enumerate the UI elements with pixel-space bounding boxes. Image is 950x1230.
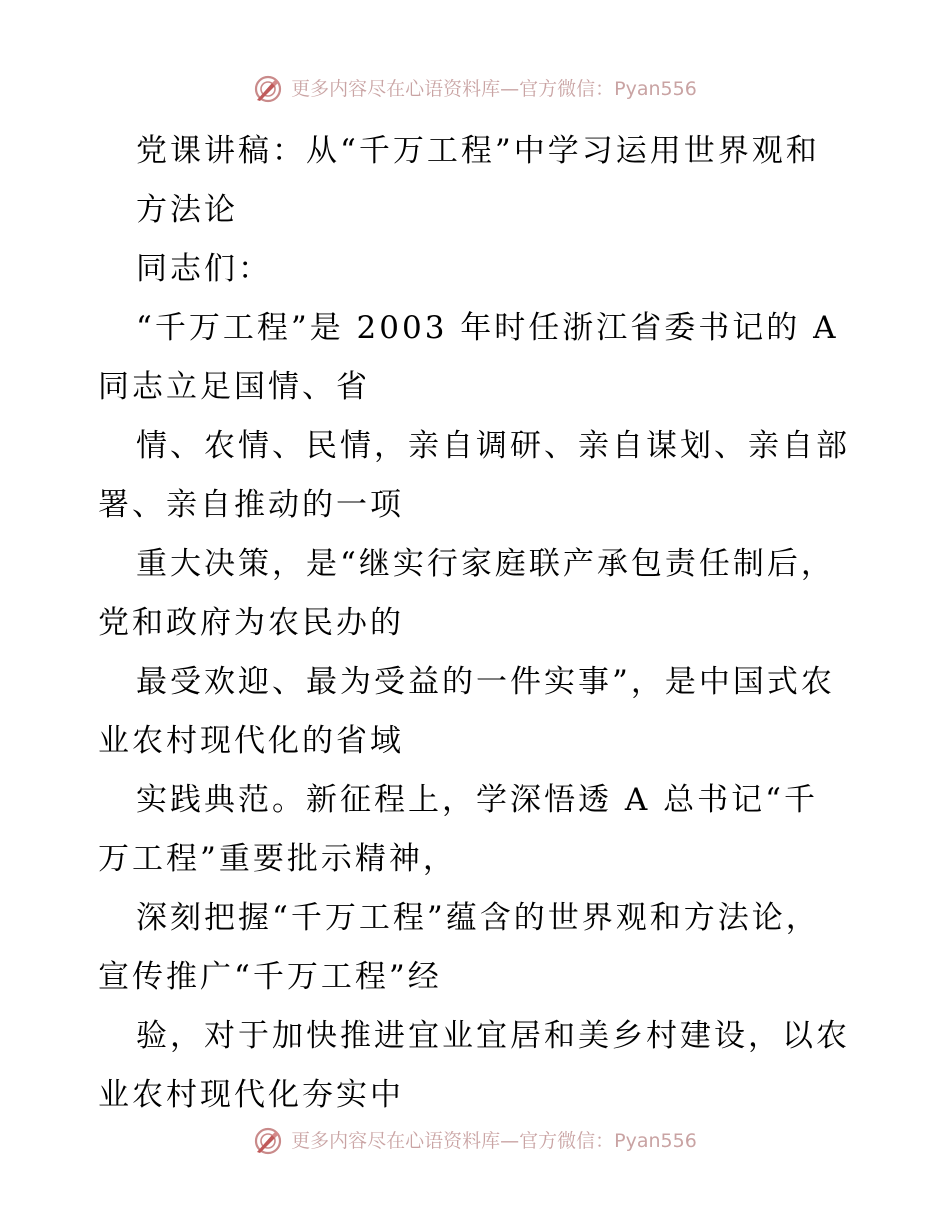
pen-logo-icon <box>253 74 283 104</box>
text-line: 党和政府为农民办的 <box>98 605 404 641</box>
text-line: 署、亲自推动的一项 <box>98 487 404 523</box>
text-line: 实践典范。新征程上，学深悟透 A 总书记“千 <box>136 782 818 818</box>
text-line: 宣传推广“千万工程”经 <box>98 959 442 995</box>
text-line: 最受欢迎、最为受益的一件实事”，是中国式农 <box>136 664 835 700</box>
document-body <box>98 122 858 1125</box>
text-line: 重大决策，是“继实行家庭联产承包责任制后， <box>136 546 835 582</box>
text-line: 万工程”重要批示精神， <box>98 841 457 877</box>
text-line: 同志们： <box>136 251 272 287</box>
text-line: 党课讲稿：从“千万工程”中学习运用世界观和 <box>136 133 820 169</box>
text-line: 业农村现代化夯实中 <box>98 1077 404 1113</box>
text-line: 业农村现代化的省域 <box>98 723 404 759</box>
header-watermark <box>0 74 950 104</box>
text-line: 同志立足国情、省 <box>98 369 370 405</box>
footer-watermark <box>0 1126 950 1156</box>
text-line: “千万工程”是 2003 年时任浙江省委书记的 A <box>136 310 839 346</box>
text-line: 验，对于加快推进宜业宜居和美乡村建设，以农 <box>136 1018 850 1054</box>
text-line: 深刻把握“千万工程”蕴含的世界观和方法论， <box>136 900 820 936</box>
text-line: 情、农情、民情，亲自调研、亲自谋划、亲自部 <box>136 428 850 464</box>
pen-logo-icon <box>253 1126 283 1156</box>
watermark-text: 更多内容尽在心语资料库—官方微信：Pyan556 <box>291 1130 697 1152</box>
text-line: 方法论 <box>136 192 238 228</box>
watermark-text: 更多内容尽在心语资料库—官方微信：Pyan556 <box>291 78 697 100</box>
